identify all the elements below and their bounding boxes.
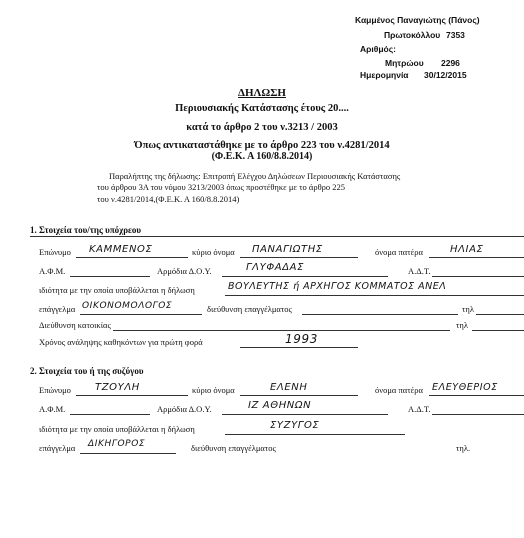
s1-year-label: Χρόνος ανάληψης καθηκόντων για πρώτη φορά — [39, 337, 203, 347]
s2-firstname-value[interactable]: ΕΛΕΝΗ — [270, 382, 308, 393]
s1-work-address-label: διεύθυνση επαγγέλματος — [207, 304, 292, 314]
number-label: Αριθμός: — [360, 44, 396, 54]
section-2-heading: 2. Στοιχεία του ή της συζύγου — [30, 366, 144, 376]
recipient-line-2: του άρθρου 3Α του νόμου 3213/2003 όπως προστέθηκε με το άρθρο 225 — [97, 182, 346, 192]
s1-father-label: όνομα πατέρα — [375, 247, 423, 257]
s1-doy-label: Αρμόδια Δ.Ο.Υ. — [157, 266, 212, 276]
s2-firstname-label: κύριο όνομα — [192, 385, 235, 395]
title-line-3: Όπως αντικαταστάθηκε με το άρθρο 223 του ν.4281/2014 — [134, 140, 390, 151]
s2-profession-line — [80, 453, 176, 454]
s1-phone-line-2 — [472, 330, 524, 331]
s2-profession-value[interactable]: ΔΙΚΗΓΟΡΟΣ — [88, 439, 146, 449]
s1-surname-value[interactable]: ΚΑΜΜΕΝΟΣ — [89, 244, 153, 255]
s2-afm-line — [70, 414, 150, 415]
s2-profession-label: επάγγελμα — [39, 443, 76, 453]
s2-capacity-label: ιδιότητα με την οποία υποβάλλεται η δήλωση — [39, 424, 195, 434]
s1-adt-line — [432, 276, 524, 277]
s1-phone-line-1 — [476, 314, 524, 315]
declarant-name-header: Καμμένος Παναγιώτης (Πάνος) — [355, 15, 480, 25]
s1-profession-line — [80, 314, 202, 315]
s1-firstname-value[interactable]: ΠΑΝΑΓΙΩΤΗΣ — [252, 244, 323, 255]
title-line-1: Περιουσιακής Κατάστασης έτους 20.... — [175, 103, 349, 114]
date-value: 30/12/2015 — [424, 70, 467, 80]
s1-firstname-label: κύριο όνομα — [192, 247, 235, 257]
s1-surname-line — [76, 257, 188, 258]
register-value: 2296 — [441, 58, 460, 68]
s1-doy-line — [222, 276, 388, 277]
s2-afm-label: Α.Φ.Μ. — [39, 404, 66, 414]
document-title: ΔΗΛΩΣΗ — [238, 87, 286, 99]
s1-year-value[interactable]: 1993 — [285, 332, 318, 346]
s2-phone-label: τηλ. — [456, 443, 471, 453]
s2-firstname-line — [240, 395, 358, 396]
protocol-label: Πρωτοκόλλου — [384, 30, 441, 40]
s1-father-value[interactable]: ΗΛΙΑΣ — [450, 244, 484, 255]
s2-capacity-value[interactable]: ΣΥΖΥΓΟΣ — [270, 420, 320, 431]
s2-work-address-label: διεύθυνση επαγγέλματος — [191, 443, 276, 453]
s2-surname-label: Επώνυμο — [39, 385, 71, 395]
s2-father-label: όνομα πατέρα — [375, 385, 423, 395]
s1-year-line — [240, 347, 358, 348]
s2-father-line — [429, 395, 524, 396]
s2-doy-value[interactable]: ΙΖ ΑΘΗΝΩΝ — [248, 400, 312, 411]
s1-profession-value[interactable]: ΟΙΚΟΝΟΜΟΛΟΓΟΣ — [82, 301, 173, 311]
title-line-2: κατά το άρθρο 2 του ν.3213 / 2003 — [186, 122, 338, 133]
recipient-line-1: Παραλήπτης της δήλωσης: Επιτροπή Ελέγχου Δηλώσεων Περιουσιακής Κατάστασης — [109, 171, 401, 181]
s2-doy-line — [222, 414, 388, 415]
s2-capacity-line — [225, 434, 405, 435]
s1-father-line — [429, 257, 524, 258]
s1-adt-label: Α.Δ.Τ. — [408, 266, 431, 276]
register-label: Μητρώου — [385, 58, 424, 68]
s1-phone-label-2: τηλ — [456, 320, 468, 330]
s1-profession-label: επάγγελμα — [39, 304, 76, 314]
s1-capacity-line — [225, 295, 524, 296]
s1-afm-label: Α.Φ.Μ. — [39, 266, 66, 276]
protocol-value: 7353 — [446, 30, 465, 40]
s1-capacity-value[interactable]: ΒΟΥΛΕΥΤΗΣ ή ΑΡΧΗΓΟΣ ΚΟΜΜΑΤΟΣ ΑΝΕΛ — [228, 281, 447, 292]
s1-surname-label: Επώνυμο — [39, 247, 71, 257]
section-1-heading: 1. Στοιχεία του/της υπόχρεου — [30, 225, 142, 235]
date-label: Ημερομηνία — [360, 70, 409, 80]
recipient-line-3: του ν.4281/2014,(Φ.Ε.Κ. Α 160/8.8.2014) — [97, 194, 240, 204]
s1-phone-label-1: τηλ — [462, 304, 474, 314]
section-1-divider — [30, 236, 524, 237]
s2-surname-line — [76, 395, 188, 396]
s1-capacity-label: ιδιότητα με την οποία υποβάλλεται η δήλωση — [39, 285, 195, 295]
title-line-4: (Φ.Ε.Κ. Α 160/8.8.2014) — [211, 151, 313, 162]
s2-surname-value[interactable]: ΤΖΟΥΛΗ — [95, 382, 140, 393]
s1-work-address-line — [302, 314, 458, 315]
s2-adt-label: Α.Δ.Τ. — [408, 404, 431, 414]
s2-doy-label: Αρμόδια Δ.Ο.Υ. — [157, 404, 212, 414]
s1-home-address-line — [113, 330, 450, 331]
s1-afm-line — [70, 276, 150, 277]
s1-home-address-label: Διεύθυνση κατοικίας — [39, 320, 111, 330]
s2-father-value[interactable]: ΕΛΕΥΘΕΡΙΟΣ — [432, 382, 498, 393]
s2-adt-line — [432, 414, 524, 415]
s1-firstname-line — [240, 257, 358, 258]
s1-doy-value[interactable]: ΓΛΥΦΑΔΑΣ — [246, 262, 305, 273]
